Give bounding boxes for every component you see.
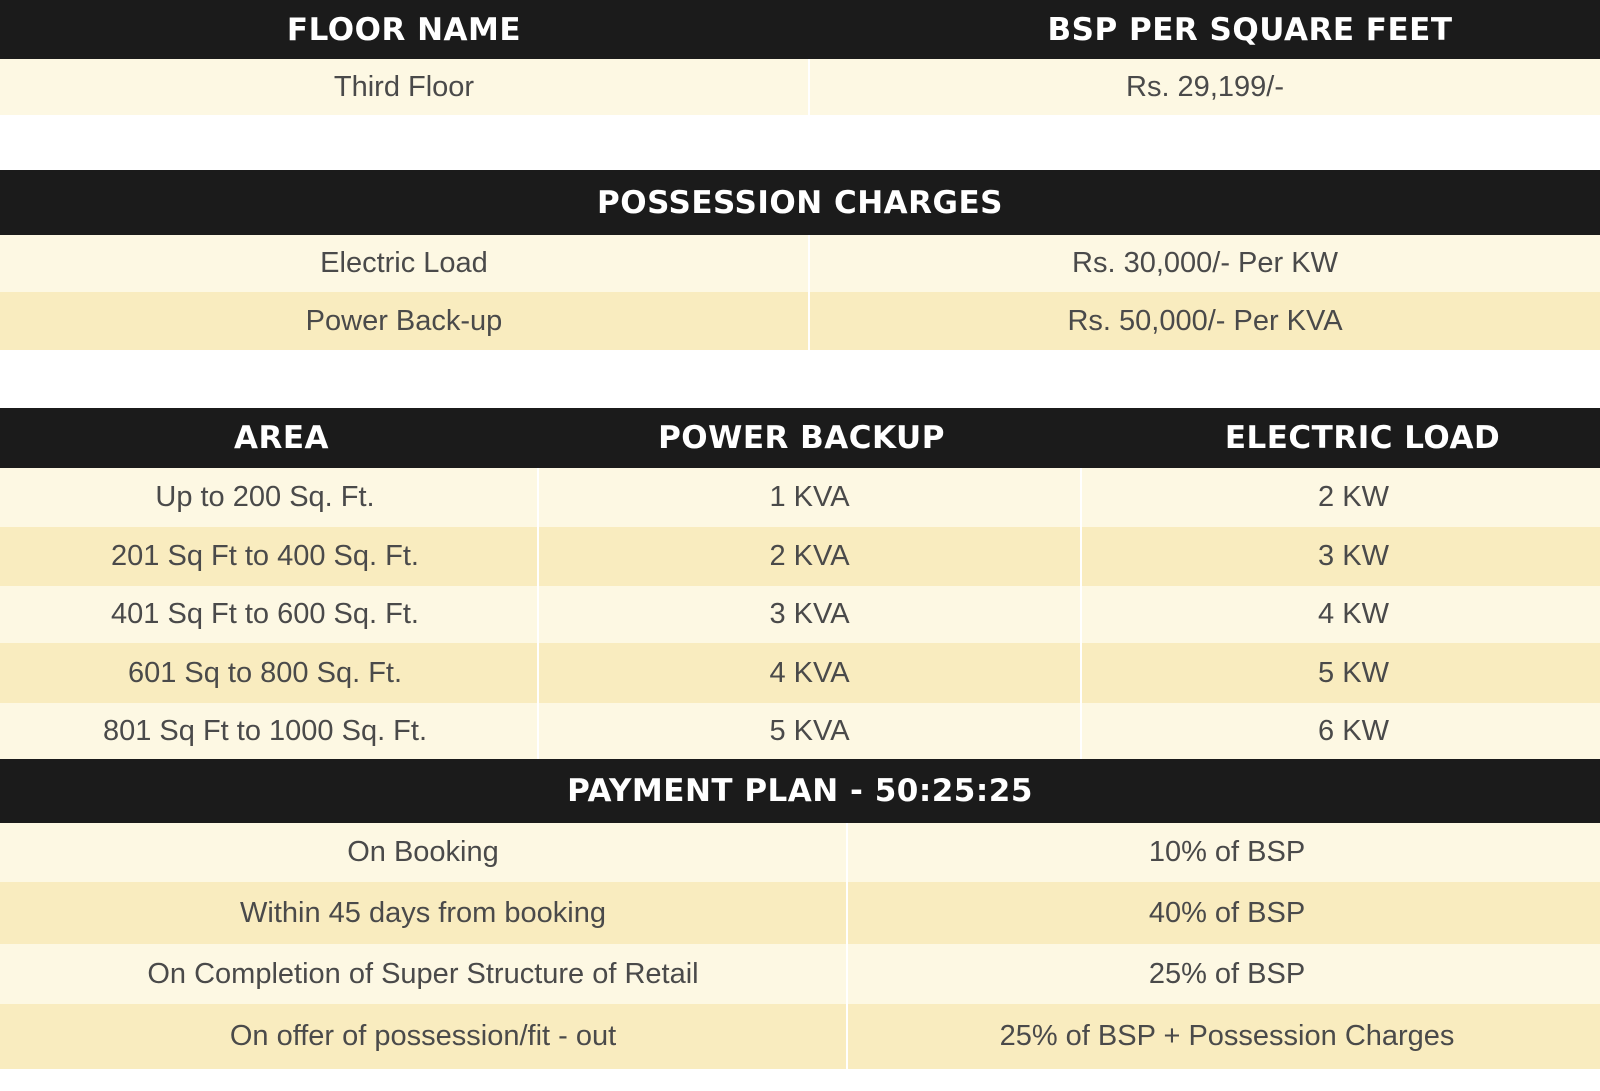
floor-name-cell: Third Floor	[333, 70, 475, 103]
electric-load-cell: 3 KW	[1080, 527, 1600, 586]
possession-charges-header	[0, 170, 1600, 235]
electric-load-cell: 6 KW	[1080, 703, 1600, 759]
milestone-cell: Within 45 days from booking	[240, 896, 606, 929]
table-row	[0, 944, 1600, 1004]
bsp-cell: Rs. 29,199/-	[808, 59, 1600, 115]
milestone-cell: On offer of possession/fit - out	[229, 1020, 617, 1052]
payment-plan-header	[0, 759, 1600, 823]
table-row	[0, 292, 1600, 350]
table-row	[0, 59, 1600, 115]
table-row	[0, 643, 1600, 703]
area-cell: Up to 200 Sq. Ft.	[155, 481, 375, 513]
milestone-cell: On Completion of Super Structure of Retail	[147, 957, 699, 990]
bsp-header: BSP PER SQUARE FEET	[1047, 11, 1453, 48]
charge-label: Electric Load	[320, 247, 488, 279]
area-cell: 801 Sq Ft to 1000 Sq. Ft.	[102, 714, 428, 747]
table-row	[0, 882, 1600, 944]
power-backup-cell: 1 KVA	[537, 468, 1080, 527]
area-cell: 401 Sq Ft to 600 Sq. Ft.	[111, 598, 419, 630]
electric-load-cell: 2 KW	[1080, 468, 1600, 527]
table-row	[0, 235, 1600, 292]
table-row	[0, 703, 1600, 759]
payment-plan-title: PAYMENT PLAN - 50:25:25	[567, 773, 1033, 809]
payment-cell: 40% of BSP	[846, 882, 1600, 944]
table-row	[0, 468, 1600, 527]
power-backup-cell: 3 KVA	[537, 586, 1080, 643]
power-backup-cell: 2 KVA	[537, 527, 1080, 586]
electric-load-header: ELECTRIC LOAD	[1224, 420, 1501, 456]
electric-load-cell: 4 KW	[1080, 586, 1600, 643]
payment-cell: 25% of BSP + Possession Charges	[846, 1004, 1600, 1069]
payment-cell: 10% of BSP	[846, 823, 1600, 882]
area-header: AREA	[233, 420, 330, 456]
area-table-header	[0, 408, 1600, 468]
area-cell: 201 Sq Ft to 400 Sq. Ft.	[111, 540, 419, 572]
possession-charges-title: POSSESSION CHARGES	[597, 184, 1003, 221]
charge-value: Rs. 30,000/- Per KW	[808, 235, 1600, 292]
milestone-cell: On Booking	[347, 836, 499, 868]
charge-label: Power Back-up	[305, 304, 503, 337]
power-backup-cell: 5 KVA	[537, 703, 1080, 759]
floor-table-header	[0, 0, 1600, 59]
charge-value: Rs. 50,000/- Per KVA	[808, 292, 1600, 350]
payment-cell: 25% of BSP	[846, 944, 1600, 1004]
table-row	[0, 527, 1600, 586]
area-cell: 601 Sq to 800 Sq. Ft.	[127, 656, 403, 689]
floor-name-header: FLOOR NAME	[286, 11, 522, 48]
table-row	[0, 823, 1600, 882]
electric-load-cell: 5 KW	[1080, 643, 1600, 703]
power-backup-header: POWER BACKUP	[658, 420, 945, 456]
table-row	[0, 1004, 1600, 1069]
power-backup-cell: 4 KVA	[537, 643, 1080, 703]
table-row	[0, 586, 1600, 643]
